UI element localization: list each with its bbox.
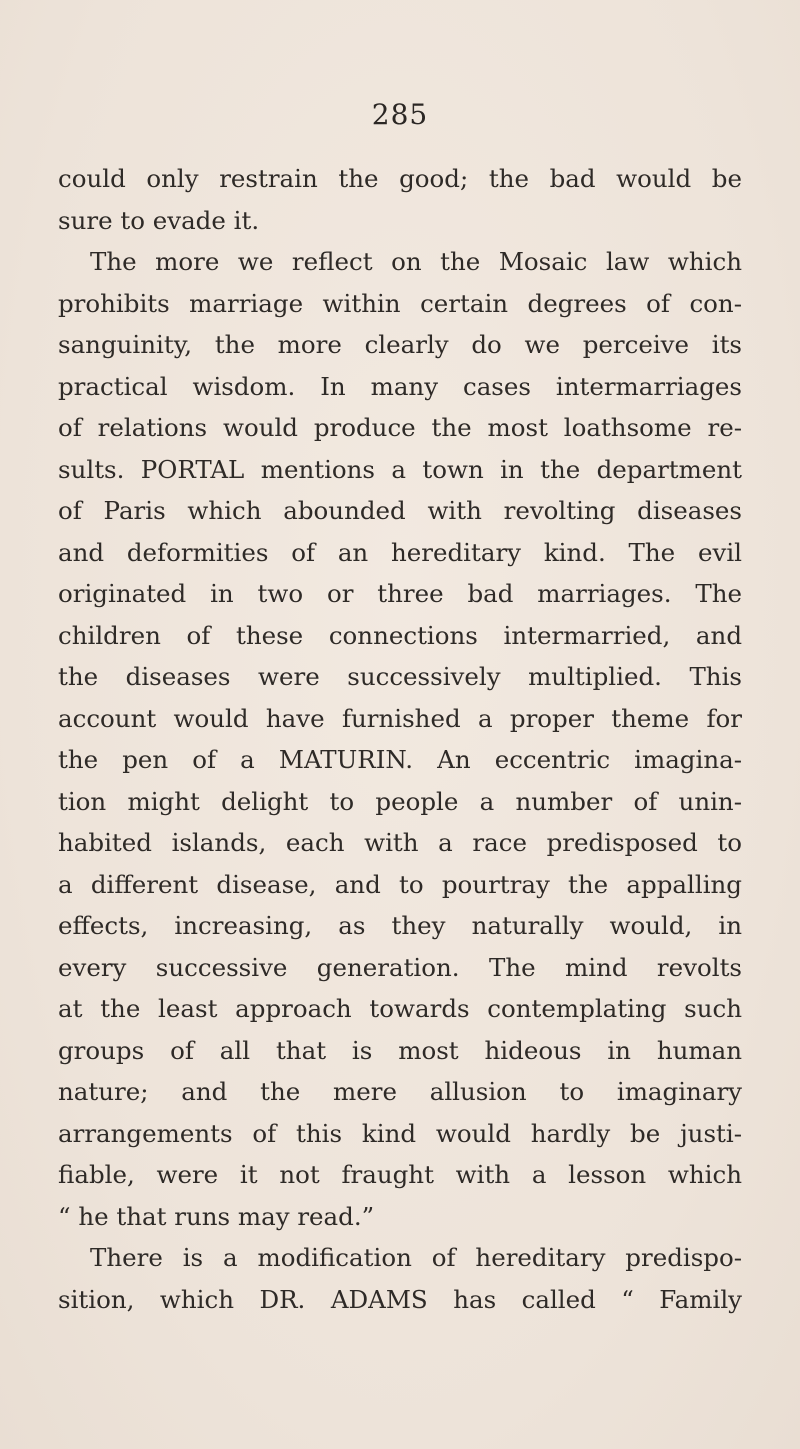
text-line: arrangements of this kind would hardly be justi- [58, 1118, 742, 1148]
text-line: of relations would produce the most loathsome re- [58, 413, 742, 442]
text-line: sanguinity, the more clearly do we perceive its [58, 330, 742, 359]
text-line: “ he that runs may read.” [58, 1201, 375, 1231]
text-line: at the least approach towards contemplating such [58, 994, 742, 1023]
text-line: fiable, were it not fraught with a lesson which [58, 1160, 742, 1189]
text-line: habited islands, each with a race predisposed to [58, 828, 742, 857]
text-line: sure to evade it. [58, 205, 260, 235]
page-number: 285 [371, 98, 429, 131]
text-line: could only restrain the good; the bad would be [58, 164, 742, 193]
text-line: and deformities of an hereditary kind. The evil [58, 537, 742, 567]
text-line: the pen of a MATURIN. An eccentric imagina- [58, 745, 742, 774]
text-line: of Paris which abounded with revolting diseases [58, 496, 742, 525]
body-text [58, 158, 742, 1320]
text-line: nature; and the mere allusion to imaginary [58, 1077, 742, 1106]
text-line: groups of all that is most hideous in human [58, 1035, 742, 1065]
text-line: There is a modification of hereditary predispo- [90, 1243, 742, 1272]
text-line: The more we reflect on the Mosaic law which [90, 247, 742, 276]
text-line: tion might delight to people a number of unin- [58, 786, 742, 816]
text-line: sults. PORTAL mentions a town in the department [58, 454, 742, 484]
text-line: practical wisdom. In many cases intermarriages [58, 371, 742, 401]
text-line: the diseases were successively multiplied. This [58, 662, 742, 691]
text-line: children of these connections intermarried, and [58, 620, 742, 650]
text-line: every successive generation. The mind revolts [58, 952, 742, 982]
text-line: sition, which DR. ADAMS has called “ Family [58, 1284, 742, 1314]
text-line: account would have furnished a proper theme for [58, 703, 742, 733]
text-line: originated in two or three bad marriages. The [58, 579, 742, 608]
text-line: effects, increasing, as they naturally would, in [58, 911, 742, 940]
text-line: a different disease, and to pourtray the appalling [58, 869, 742, 899]
text-line: prohibits marriage within certain degrees of con- [58, 288, 742, 318]
